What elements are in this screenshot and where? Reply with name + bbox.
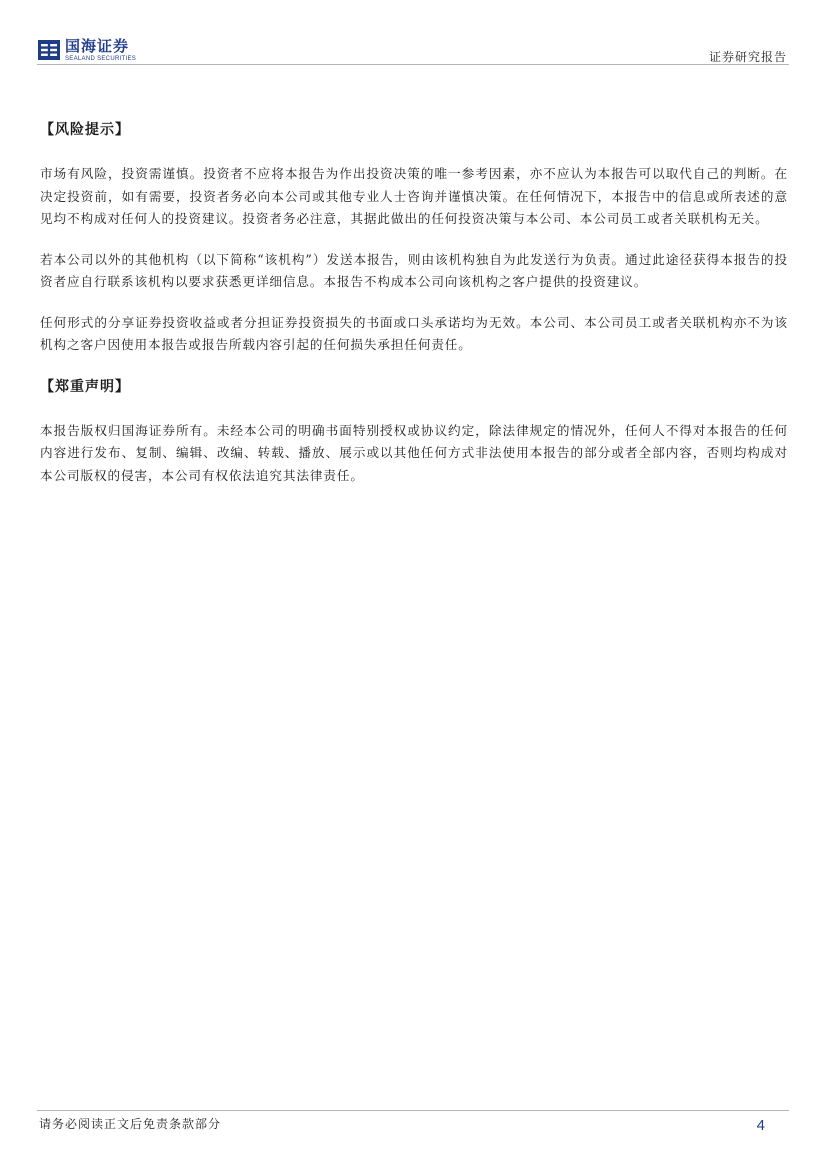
disclaimer-content: [40, 118, 788, 505]
statement-paragraph-1: 本报告版权归国海证券所有。未经本公司的明确书面特别授权或协议约定，除法律规定的情况外，任何人不得对本报告的任何内容进行发布、复制、编辑、改编、转载、播放、展示或以其他任何方式非法使用本报告的部分或者全部内容，否则均构成对本公司版权的侵害，本公司有权依法追究其法律责任。: [40, 422, 788, 483]
header-divider: [37, 64, 789, 65]
risk-paragraph-3: 任何形式的分享证券投资收益或者分担证券投资损失的书面或口头承诺均为无效。本公司、本公司员工或者关联机构亦不为该机构之客户因使用本报告或报告所载内容引起的任何损失承担任何责任。: [40, 314, 788, 352]
logo-text: [65, 36, 137, 62]
report-type-label: 证券研究报告: [708, 50, 787, 64]
page-header: [37, 34, 789, 66]
logo-chinese-name: 国海证券: [65, 36, 130, 55]
logo-english-name: SEALAND SECURITIES: [65, 55, 137, 62]
footer-divider: [37, 1110, 789, 1111]
page-number: 4: [756, 1117, 765, 1134]
risk-paragraph-2: 若本公司以外的其他机构（以下简称“该机构”）发送本报告，则由该机构独自为此发送行为负责。通过此途径获得本报告的投资者应自行联系该机构以要求获悉更详细信息。本报告不构成本公司向该机构之客户提供的投资建议。: [40, 251, 788, 289]
sealand-logo-icon: [37, 38, 61, 62]
risk-warning-section: [40, 118, 788, 357]
risk-warning-title: 【风险提示】: [40, 122, 130, 138]
footer-disclaimer-note: 请务必阅读正文后免责条款部分: [39, 1117, 222, 1131]
risk-paragraph-1: 市场有风险，投资需谨慎。投资者不应将本报告为作出投资决策的唯一参考因素，亦不应认为本报告可以取代自己的判断。在决定投资前，如有需要，投资者务必向本公司或其他专业人士咨询并谨慎决策。在任何情况下，本报告中的信息或所表述的意见均不构成对任何人的投资建议。投资者务必注意，其据此做出的任何投资决策与本公司、本公司员工或者关联机构无关。: [40, 166, 788, 226]
solemn-statement-section: [40, 375, 788, 488]
company-logo: [37, 36, 136, 64]
solemn-statement-title: 【郑重声明】: [40, 378, 130, 395]
